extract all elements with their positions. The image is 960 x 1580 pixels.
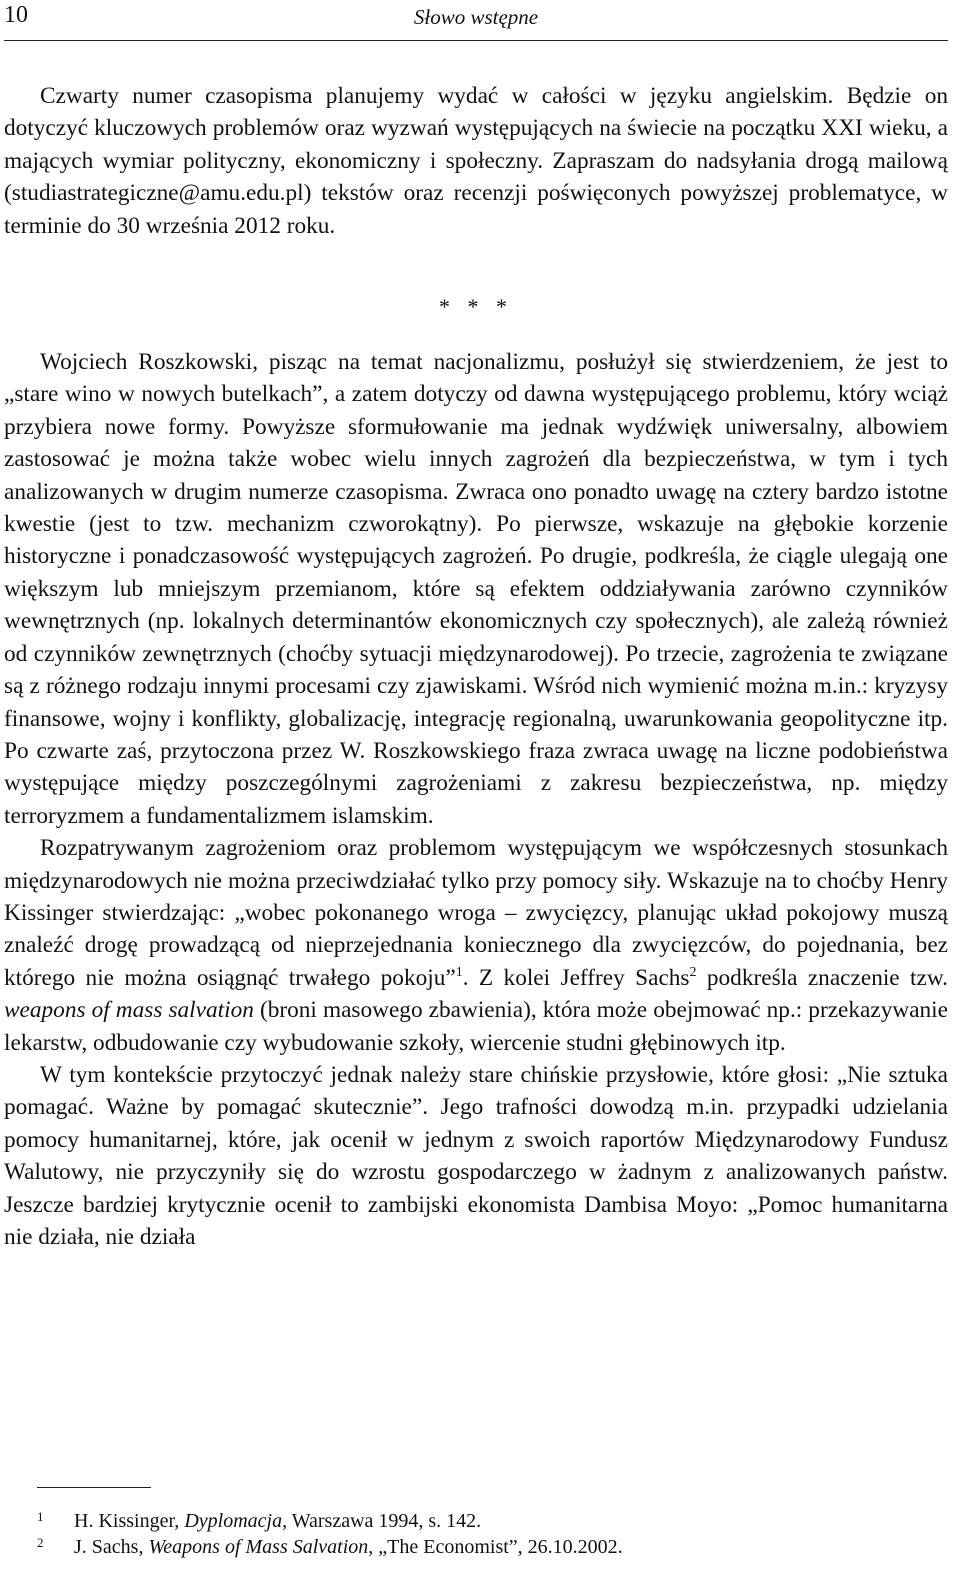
footnote-1 — [37, 1508, 937, 1534]
intro-paragraph: Czwarty numer czasopisma planujemy wydać w całości w języku angielskim. Będzie on dotyczyć kluczowych problemów oraz wyzwań występujących na świecie na początku XXI wieku, a mających wymiar polityczny, ekonomiczny i społeczny. Zapraszam do nadsyłania drogą mailową (studiastrategiczne@amu.edu.pl) tekstów oraz recenzji poświęconych powyższej problematyce, w terminie do 30 września 2012 roku. — [4, 83, 948, 239]
paragraph-text: podkreśla znaczenie tzw. — [696, 964, 948, 991]
page-header — [4, 0, 948, 41]
footnote-divider — [37, 1487, 151, 1488]
footnote-author: H. Kissinger, — [74, 1510, 185, 1532]
footnote-details: , „The Economist”, 26.10.2002. — [368, 1536, 623, 1558]
page-number: 10 — [4, 2, 28, 28]
footnote-2 — [37, 1534, 937, 1560]
footnote-text — [74, 1534, 937, 1560]
footnote-number: 2 — [37, 1535, 44, 1550]
footnotes — [37, 1508, 937, 1560]
footnote-ref-2[interactable]: 2 — [689, 964, 697, 980]
footnote-title: Weapons of Mass Salvation — [148, 1536, 369, 1558]
footnote-ref-1[interactable]: 1 — [455, 964, 463, 980]
paragraph-kissinger-sachs — [4, 832, 948, 1059]
section-separator: * * * — [439, 294, 513, 320]
footnote-details: , Warszawa 1994, s. 142. — [282, 1510, 482, 1532]
footnote-text — [74, 1508, 937, 1534]
paragraph-text: . Z kolei Jeffrey Sachs — [462, 964, 690, 991]
paragraph-chinese-proverb: W tym kontekście przytoczyć jednak należy stare chińskie przysłowie, które głosi: „Nie sztuka pomagać. Ważne by pomagać skutecznie”. Jego trafności dowodzą m.in. przypadki udzielania pomocy humanitarnej, które, jak ocenił w jednym z swoich raportów Międzynarodowy Fundusz Walutowy, nie przyczyniły się do wzrostu gospodarczego w żadnym z analizowanych państw. Jeszcze bardziej krytycznie ocenił to zambijski ekonomista Dambisa Moyo: „Pomoc humanitarna nie działa, nie działa — [4, 1061, 948, 1250]
paragraph-text: (broni masowego zbawienia), która może obejmować np.: przekazywanie lekarstw, odbudowanie czy wybudowanie szkoły, wiercenie studni głębinowych itp. — [4, 997, 948, 1056]
running-title: Słowo wstępne — [413, 5, 539, 29]
footnote-author: J. Sachs, — [74, 1536, 149, 1558]
paragraph-text: Rozpatrywanym zagrożeniom oraz problemom występującym we współczesnych stosunkach międzynarodowych nie można przeciwdziałać tylko przy pomocy siły. Wskazuje na to choćby Henry Kissinger stwierdzając: „wobec pokonanego wroga – zwycięzcy, planując układ pokojowy muszą znaleźć drogę prowadzącą od nieprzejednania koniecznego dla zwycięzców, do pojednania, bez którego nie można osiągnąć trwałego pokoju” — [4, 835, 948, 991]
footnote-number: 1 — [37, 1509, 44, 1524]
footnote-title: Dyplomacja — [184, 1510, 283, 1532]
paragraph-roszkowski: Wojciech Roszkowski, pisząc na temat nacjonalizmu, posłużył się stwierdzeniem, że jest to „stare wino w nowych butelkach”, a zatem dotyczy od dawna występującego problemu, który wciąż przybiera nowe formy. Powyższe sformułowanie ma jednak wydźwięk uniwersalny, albowiem zastosować je można także wobec wielu innych zagrożeń dla bezpieczeństwa, w tym i tych analizowanych w drugim numerze czasopisma. Zwraca ono ponadto uwagę na cztery bardzo istotne kwestie (jest to tzw. mechanizm czworokątny). Po pierwsze, wskazuje na głębokie korzenie historyczne i ponadczasowość występujących zagrożeń. Po drugie, podkreśla, że ciągle ulegają one większym lub mniejszym przemianom, które są efektem oddziaływania zarówno czynników wewnętrznych (np. lokalnych determinantów ekonomicznych czy społecznych), ale zależą również od czynników zewnętrznych (choćby sytuacji międzynarodowej). Po trzecie, zagrożenia te związane są z różnego rodzaju innymi procesami czy zjawiskami. Wśród nich wymienić można m.in.: kryzysy finansowe, wojny i konflikty, globalizację, integrację regionalną, uwarunkowania geopolityczne itp. Po czwarte zaś, przytoczona przez W. Roszkowskiego fraza zwraca uwagę na liczne podobieństwa występujące między poszczególnymi zagrożeniami z zakresu bezpieczeństwa, np. między terroryzmem a fundamentalizmem islamskim. — [4, 349, 948, 829]
italic-term: weapons of mass salvation — [4, 997, 254, 1024]
main-text — [4, 80, 948, 1253]
